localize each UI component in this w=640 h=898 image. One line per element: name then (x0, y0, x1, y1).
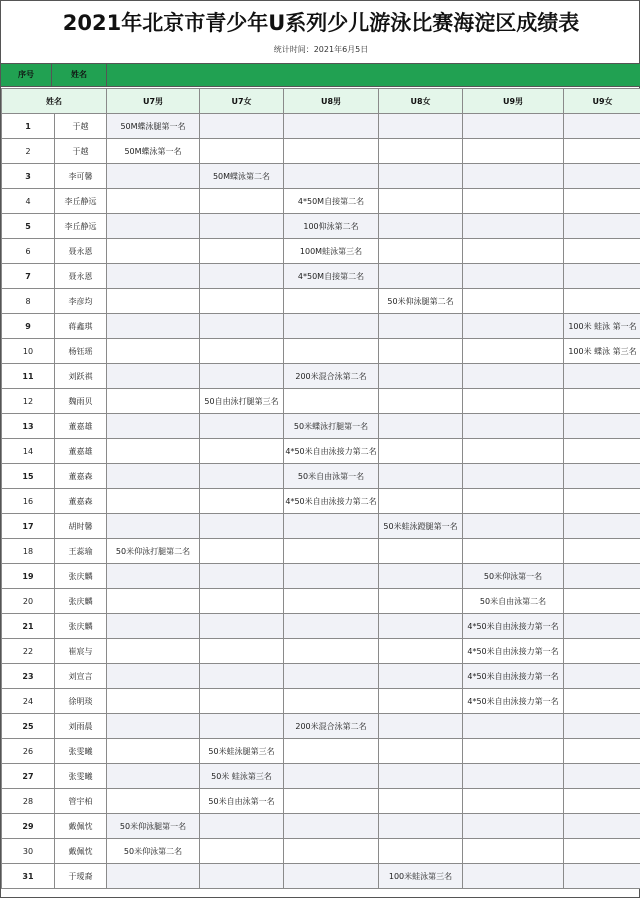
result-cell-u9-boys[interactable] (463, 714, 564, 739)
result-cell-u7-girls[interactable] (200, 539, 284, 564)
result-cell-u8-girls[interactable] (379, 164, 463, 189)
results-table (1, 88, 640, 889)
table-row (2, 289, 640, 314)
table-row (2, 339, 640, 364)
row-number-cell[interactable]: 2 (2, 139, 55, 164)
result-cell-u7-girls[interactable] (200, 614, 284, 639)
table-row (2, 864, 640, 889)
athlete-name-cell[interactable]: 崔宸与 (55, 639, 107, 664)
result-cell-u8-girls[interactable] (379, 714, 463, 739)
table-row (2, 714, 640, 739)
row-number-cell[interactable]: 12 (2, 389, 55, 414)
result-cell-u7-girls[interactable] (200, 439, 284, 464)
result-cell-u9-boys[interactable]: 4*50米自由泳接力第一名 (463, 614, 564, 639)
result-cell-u8-boys[interactable] (284, 139, 379, 164)
row-number-cell[interactable]: 16 (2, 489, 55, 514)
athlete-name-cell[interactable]: 聂永恩 (55, 264, 107, 289)
result-cell-u7-girls[interactable] (200, 864, 284, 889)
row-number-cell[interactable]: 29 (2, 814, 55, 839)
athlete-name-cell[interactable]: 王蕊瑜 (55, 539, 107, 564)
table-row (2, 514, 640, 539)
result-cell-u7-boys[interactable]: 50米仰泳打腿第二名 (107, 539, 200, 564)
athlete-name-cell[interactable]: 刘宣言 (55, 664, 107, 689)
result-cell-u7-girls[interactable]: 50米 蛙泳第三名 (200, 764, 284, 789)
row-number-cell[interactable]: 22 (2, 639, 55, 664)
table-row (2, 814, 640, 839)
result-cell-u8-boys[interactable]: 4*50M自接第二名 (284, 189, 379, 214)
result-cell-u8-girls[interactable] (379, 764, 463, 789)
result-cell-u7-boys[interactable] (107, 339, 200, 364)
result-cell-u8-boys[interactable] (284, 314, 379, 339)
athlete-name-cell[interactable]: 董嘉雄 (55, 414, 107, 439)
result-cell-u9-boys[interactable] (463, 164, 564, 189)
result-cell-u9-boys[interactable] (463, 364, 564, 389)
result-cell-u7-boys[interactable] (107, 589, 200, 614)
result-cell-u8-boys[interactable] (284, 389, 379, 414)
result-cell-u9-boys[interactable] (463, 139, 564, 164)
result-cell-u8-girls[interactable] (379, 664, 463, 689)
result-cell-u8-girls[interactable]: 50米仰泳腿第二名 (379, 289, 463, 314)
athlete-name-cell[interactable]: 于越 (55, 114, 107, 139)
result-cell-u9-boys[interactable] (463, 464, 564, 489)
sheet-subtitle: 统计时间：2021年6月5日 (273, 45, 369, 54)
result-cell-u8-girls[interactable] (379, 214, 463, 239)
row-number-cell[interactable]: 17 (2, 514, 55, 539)
table-row (2, 139, 640, 164)
result-cell-u9-boys[interactable]: 50米仰泳第一名 (463, 564, 564, 589)
result-cell-u8-girls[interactable] (379, 464, 463, 489)
result-cell-u7-girls[interactable] (200, 139, 284, 164)
result-cell-u8-girls[interactable] (379, 414, 463, 439)
result-cell-u9-girls[interactable] (564, 489, 640, 514)
result-cell-u9-girls[interactable] (564, 814, 640, 839)
result-cell-u7-girls[interactable] (200, 289, 284, 314)
result-cell-u7-girls[interactable] (200, 839, 284, 864)
result-cell-u7-girls[interactable] (200, 489, 284, 514)
table-row (2, 464, 640, 489)
result-cell-u8-boys[interactable] (284, 789, 379, 814)
result-cell-u9-girls[interactable] (564, 789, 640, 814)
result-cell-u7-boys[interactable] (107, 664, 200, 689)
result-cell-u9-boys[interactable] (463, 739, 564, 764)
result-cell-u9-boys[interactable] (463, 389, 564, 414)
result-cell-u8-boys[interactable]: 4*50米自由泳接力第二名 (284, 439, 379, 464)
result-cell-u8-boys[interactable]: 50米蝶泳打腿第一名 (284, 414, 379, 439)
result-cell-u8-girls[interactable] (379, 814, 463, 839)
athlete-name-cell[interactable]: 李彦均 (55, 289, 107, 314)
result-cell-u7-boys[interactable] (107, 864, 200, 889)
green-header-bar (1, 63, 640, 87)
result-cell-u9-girls[interactable] (564, 514, 640, 539)
result-cell-u9-boys[interactable]: 4*50米自由泳接力第一名 (463, 689, 564, 714)
result-cell-u7-boys[interactable] (107, 714, 200, 739)
result-cell-u8-boys[interactable] (284, 114, 379, 139)
result-cell-u7-girls[interactable] (200, 689, 284, 714)
result-cell-u9-girls[interactable] (564, 839, 640, 864)
row-number-cell[interactable]: 15 (2, 464, 55, 489)
result-cell-u7-boys[interactable]: 50M蝶泳腿第一名 (107, 114, 200, 139)
result-cell-u7-girls[interactable]: 50自由泳打腿第三名 (200, 389, 284, 414)
athlete-name-cell[interactable]: 张庆麟 (55, 589, 107, 614)
result-cell-u8-boys[interactable]: 200米混合泳第二名 (284, 364, 379, 389)
row-number-cell[interactable]: 5 (2, 214, 55, 239)
col-header-u8-boys[interactable]: U8男 (284, 89, 379, 114)
table-row (2, 664, 640, 689)
row-number-cell[interactable]: 19 (2, 564, 55, 589)
athlete-name-cell[interactable]: 张庆麟 (55, 614, 107, 639)
result-cell-u7-girls[interactable]: 50米蛙泳腿第三名 (200, 739, 284, 764)
table-row (2, 389, 640, 414)
result-cell-u9-boys[interactable] (463, 264, 564, 289)
result-cell-u9-girls[interactable] (564, 564, 640, 589)
athlete-name-cell[interactable]: 戴佩忱 (55, 814, 107, 839)
table-row (2, 414, 640, 439)
result-cell-u7-girls[interactable] (200, 314, 284, 339)
result-cell-u8-girls[interactable]: 50米蛙泳蹬腿第一名 (379, 514, 463, 539)
result-cell-u9-girls[interactable] (564, 439, 640, 464)
result-cell-u7-girls[interactable] (200, 414, 284, 439)
result-cell-u8-boys[interactable] (284, 539, 379, 564)
table-row (2, 189, 640, 214)
table-row (2, 214, 640, 239)
result-cell-u9-girls[interactable] (564, 739, 640, 764)
result-cell-u7-girls[interactable] (200, 714, 284, 739)
athlete-name-cell[interactable]: 董嘉森 (55, 464, 107, 489)
athlete-name-cell[interactable]: 胡时馨 (55, 514, 107, 539)
result-cell-u9-boys[interactable]: 4*50米自由泳接力第一名 (463, 639, 564, 664)
result-cell-u7-girls[interactable] (200, 814, 284, 839)
result-cell-u7-boys[interactable] (107, 189, 200, 214)
table-body (2, 114, 640, 889)
result-cell-u9-girls[interactable] (564, 139, 640, 164)
row-number-cell[interactable]: 20 (2, 589, 55, 614)
table-row (2, 564, 640, 589)
athlete-name-cell[interactable]: 李丘静远 (55, 214, 107, 239)
table-row (2, 364, 640, 389)
result-cell-u8-boys[interactable] (284, 764, 379, 789)
result-cell-u9-boys[interactable] (463, 189, 564, 214)
col-header-u7-girls[interactable]: U7女 (200, 89, 284, 114)
athlete-name-cell[interactable]: 张雯曦 (55, 739, 107, 764)
result-cell-u9-girls[interactable] (564, 589, 640, 614)
result-cell-u7-boys[interactable]: 50米仰泳腿第一名 (107, 814, 200, 839)
result-cell-u8-boys[interactable] (284, 614, 379, 639)
result-cell-u7-boys[interactable]: 50米仰泳第二名 (107, 839, 200, 864)
row-number-cell[interactable]: 23 (2, 664, 55, 689)
row-number-cell[interactable]: 13 (2, 414, 55, 439)
athlete-name-cell[interactable]: 刘跃祺 (55, 364, 107, 389)
result-cell-u9-girls[interactable]: 100米 蛙泳 第一名 (564, 314, 640, 339)
row-number-cell[interactable]: 9 (2, 314, 55, 339)
row-number-cell[interactable]: 3 (2, 164, 55, 189)
result-cell-u9-boys[interactable] (463, 839, 564, 864)
result-cell-u9-boys[interactable] (463, 314, 564, 339)
result-cell-u9-girls[interactable] (564, 614, 640, 639)
result-cell-u8-girls[interactable] (379, 739, 463, 764)
result-cell-u8-boys[interactable]: 50米自由泳第一名 (284, 464, 379, 489)
row-number-cell[interactable]: 7 (2, 264, 55, 289)
result-cell-u9-boys[interactable] (463, 814, 564, 839)
result-cell-u9-girls[interactable] (564, 414, 640, 439)
result-cell-u9-girls[interactable] (564, 289, 640, 314)
result-cell-u8-girls[interactable] (379, 239, 463, 264)
result-cell-u9-girls[interactable] (564, 764, 640, 789)
result-cell-u8-boys[interactable] (284, 339, 379, 364)
result-cell-u8-girls[interactable] (379, 614, 463, 639)
athlete-name-cell[interactable]: 戴佩忱 (55, 839, 107, 864)
table-row (2, 614, 640, 639)
result-cell-u9-boys[interactable] (463, 539, 564, 564)
result-cell-u9-boys[interactable] (463, 764, 564, 789)
result-cell-u7-boys[interactable] (107, 289, 200, 314)
result-cell-u7-boys[interactable] (107, 389, 200, 414)
result-cell-u8-boys[interactable] (284, 664, 379, 689)
result-cell-u8-girls[interactable] (379, 139, 463, 164)
col-header-u9-boys[interactable]: U9男 (463, 89, 564, 114)
result-cell-u7-boys[interactable] (107, 164, 200, 189)
result-cell-u7-boys[interactable] (107, 689, 200, 714)
result-cell-u8-girls[interactable] (379, 389, 463, 414)
result-cell-u7-girls[interactable] (200, 364, 284, 389)
athlete-name-cell[interactable]: 蒋鑫琪 (55, 314, 107, 339)
table-row (2, 239, 640, 264)
result-cell-u8-boys[interactable] (284, 514, 379, 539)
table-row (2, 639, 640, 664)
result-cell-u9-girls[interactable] (564, 864, 640, 889)
table-row (2, 439, 640, 464)
result-cell-u9-girls[interactable] (564, 364, 640, 389)
result-cell-u7-girls[interactable] (200, 339, 284, 364)
result-cell-u8-girls[interactable] (379, 639, 463, 664)
row-number-cell[interactable]: 28 (2, 789, 55, 814)
row-number-cell[interactable]: 4 (2, 189, 55, 214)
athlete-name-cell[interactable]: 于越 (55, 139, 107, 164)
result-cell-u8-girls[interactable] (379, 439, 463, 464)
row-number-cell[interactable]: 24 (2, 689, 55, 714)
result-cell-u7-boys[interactable] (107, 789, 200, 814)
bar-no-label[interactable]: 序号 (18, 70, 34, 79)
result-cell-u9-girls[interactable] (564, 214, 640, 239)
result-cell-u8-boys[interactable] (284, 814, 379, 839)
result-cell-u9-girls[interactable]: 100米 蝶泳 第三名 (564, 339, 640, 364)
athlete-name-cell[interactable]: 于瑷裔 (55, 864, 107, 889)
result-cell-u9-girls[interactable] (564, 714, 640, 739)
result-cell-u9-boys[interactable] (463, 439, 564, 464)
col-header-u7-boys[interactable]: U7男 (107, 89, 200, 114)
result-cell-u8-boys[interactable] (284, 689, 379, 714)
result-cell-u8-girls[interactable] (379, 589, 463, 614)
row-number-cell[interactable]: 21 (2, 614, 55, 639)
result-cell-u8-boys[interactable] (284, 864, 379, 889)
row-number-cell[interactable]: 31 (2, 864, 55, 889)
result-cell-u8-boys[interactable]: 4*50M自接第二名 (284, 264, 379, 289)
result-cell-u8-girls[interactable] (379, 489, 463, 514)
table-row (2, 764, 640, 789)
result-cell-u8-boys[interactable]: 100M蛙泳第三名 (284, 239, 379, 264)
table-row (2, 589, 640, 614)
table-row (2, 114, 640, 139)
row-number-cell[interactable]: 27 (2, 764, 55, 789)
athlete-name-cell[interactable]: 张庆麟 (55, 564, 107, 589)
result-cell-u8-girls[interactable] (379, 364, 463, 389)
result-cell-u9-girls[interactable] (564, 639, 640, 664)
result-cell-u9-boys[interactable] (463, 414, 564, 439)
result-cell-u8-boys[interactable] (284, 639, 379, 664)
result-cell-u8-boys[interactable]: 100仰泳第二名 (284, 214, 379, 239)
result-cell-u8-boys[interactable] (284, 164, 379, 189)
table-row (2, 839, 640, 864)
athlete-name-cell[interactable]: 杨钰瑶 (55, 339, 107, 364)
result-cell-u7-girls[interactable] (200, 664, 284, 689)
athlete-name-cell[interactable]: 刘雨晨 (55, 714, 107, 739)
table-row (2, 264, 640, 289)
result-cell-u9-girls[interactable] (564, 239, 640, 264)
result-cell-u8-boys[interactable] (284, 839, 379, 864)
table-row (2, 314, 640, 339)
row-number-cell[interactable]: 1 (2, 114, 55, 139)
result-cell-u7-boys[interactable] (107, 564, 200, 589)
result-cell-u9-girls[interactable] (564, 689, 640, 714)
result-cell-u9-boys[interactable] (463, 339, 564, 364)
result-cell-u7-boys[interactable] (107, 764, 200, 789)
result-cell-u7-girls[interactable] (200, 464, 284, 489)
result-cell-u9-girls[interactable] (564, 164, 640, 189)
athlete-name-cell[interactable]: 徐明琰 (55, 689, 107, 714)
result-cell-u8-girls[interactable] (379, 189, 463, 214)
result-cell-u8-girls[interactable] (379, 839, 463, 864)
result-cell-u9-girls[interactable] (564, 189, 640, 214)
result-cell-u7-girls[interactable] (200, 639, 284, 664)
result-cell-u7-girls[interactable] (200, 514, 284, 539)
result-cell-u7-girls[interactable] (200, 114, 284, 139)
table-row (2, 789, 640, 814)
result-cell-u7-girls[interactable]: 50M蝶泳第二名 (200, 164, 284, 189)
athlete-name-cell[interactable]: 管宇柏 (55, 789, 107, 814)
result-cell-u7-boys[interactable] (107, 264, 200, 289)
table-header-row (2, 89, 640, 114)
result-cell-u9-boys[interactable] (463, 114, 564, 139)
athlete-name-cell[interactable]: 李可馨 (55, 164, 107, 189)
result-cell-u9-boys[interactable]: 50米自由泳第二名 (463, 589, 564, 614)
result-cell-u8-boys[interactable] (284, 739, 379, 764)
result-cell-u7-girls[interactable] (200, 239, 284, 264)
result-cell-u7-boys[interactable] (107, 364, 200, 389)
result-cell-u9-girls[interactable] (564, 539, 640, 564)
result-cell-u9-girls[interactable] (564, 114, 640, 139)
result-cell-u7-girls[interactable] (200, 214, 284, 239)
athlete-name-cell[interactable]: 李丘静远 (55, 189, 107, 214)
table-row (2, 739, 640, 764)
col-header-u8-girls[interactable]: U8女 (379, 89, 463, 114)
result-cell-u8-girls[interactable] (379, 314, 463, 339)
row-number-cell[interactable]: 8 (2, 289, 55, 314)
result-cell-u7-boys[interactable] (107, 214, 200, 239)
bar-name-label[interactable]: 姓名 (71, 70, 87, 79)
result-cell-u7-boys[interactable] (107, 414, 200, 439)
result-cell-u7-girls[interactable]: 50米自由泳第一名 (200, 789, 284, 814)
result-cell-u7-boys[interactable] (107, 464, 200, 489)
result-cell-u7-boys[interactable] (107, 239, 200, 264)
result-cell-u7-boys[interactable]: 50M蝶泳第一名 (107, 139, 200, 164)
result-cell-u7-boys[interactable] (107, 739, 200, 764)
result-cell-u7-girls[interactable] (200, 189, 284, 214)
result-cell-u9-girls[interactable] (564, 664, 640, 689)
result-cell-u7-boys[interactable] (107, 489, 200, 514)
result-cell-u7-boys[interactable] (107, 614, 200, 639)
athlete-name-cell[interactable]: 董嘉雄 (55, 439, 107, 464)
row-number-cell[interactable]: 11 (2, 364, 55, 389)
result-cell-u7-girls[interactable] (200, 564, 284, 589)
result-cell-u9-boys[interactable] (463, 864, 564, 889)
result-cell-u7-girls[interactable] (200, 589, 284, 614)
result-cell-u8-girls[interactable]: 100米蛙泳第三名 (379, 864, 463, 889)
result-cell-u8-boys[interactable] (284, 564, 379, 589)
result-cell-u8-girls[interactable] (379, 564, 463, 589)
result-cell-u8-girls[interactable] (379, 539, 463, 564)
result-cell-u8-boys[interactable]: 4*50米自由泳接力第二名 (284, 489, 379, 514)
result-cell-u8-girls[interactable] (379, 264, 463, 289)
result-cell-u9-girls[interactable] (564, 264, 640, 289)
row-number-cell[interactable]: 10 (2, 339, 55, 364)
row-number-cell[interactable]: 26 (2, 739, 55, 764)
result-cell-u9-boys[interactable] (463, 789, 564, 814)
result-cell-u9-boys[interactable] (463, 514, 564, 539)
row-number-cell[interactable]: 6 (2, 239, 55, 264)
result-cell-u7-boys[interactable] (107, 514, 200, 539)
result-cell-u8-boys[interactable]: 200米混合泳第二名 (284, 714, 379, 739)
athlete-name-cell[interactable]: 聂永恩 (55, 239, 107, 264)
result-cell-u8-girls[interactable] (379, 114, 463, 139)
result-cell-u8-boys[interactable] (284, 289, 379, 314)
result-cell-u7-boys[interactable] (107, 439, 200, 464)
col-header-u9-girls[interactable]: U9女 (564, 89, 640, 114)
athlete-name-cell[interactable]: 魏雨贝 (55, 389, 107, 414)
col-header-name[interactable]: 姓名 (2, 89, 107, 114)
result-cell-u7-boys[interactable] (107, 639, 200, 664)
result-cell-u9-girls[interactable] (564, 464, 640, 489)
table-row (2, 539, 640, 564)
result-cell-u8-girls[interactable] (379, 789, 463, 814)
result-cell-u7-girls[interactable] (200, 264, 284, 289)
result-cell-u9-boys[interactable] (463, 289, 564, 314)
result-cell-u8-girls[interactable] (379, 339, 463, 364)
result-cell-u8-girls[interactable] (379, 689, 463, 714)
result-cell-u9-girls[interactable] (564, 389, 640, 414)
sheet-title: 2021年北京市青少年U系列少儿游泳比赛海淀区成绩表 (62, 11, 580, 35)
result-cell-u9-boys[interactable]: 4*50米自由泳接力第一名 (463, 664, 564, 689)
row-number-cell[interactable]: 25 (2, 714, 55, 739)
result-cell-u9-boys[interactable] (463, 489, 564, 514)
athlete-name-cell[interactable]: 张雯曦 (55, 764, 107, 789)
table-row (2, 489, 640, 514)
row-number-cell[interactable]: 14 (2, 439, 55, 464)
result-cell-u9-boys[interactable] (463, 239, 564, 264)
result-cell-u7-boys[interactable] (107, 314, 200, 339)
athlete-name-cell[interactable]: 董嘉森 (55, 489, 107, 514)
result-cell-u8-boys[interactable] (284, 589, 379, 614)
table-row (2, 164, 640, 189)
row-number-cell[interactable]: 18 (2, 539, 55, 564)
result-cell-u9-boys[interactable] (463, 214, 564, 239)
table-row (2, 689, 640, 714)
row-number-cell[interactable]: 30 (2, 839, 55, 864)
